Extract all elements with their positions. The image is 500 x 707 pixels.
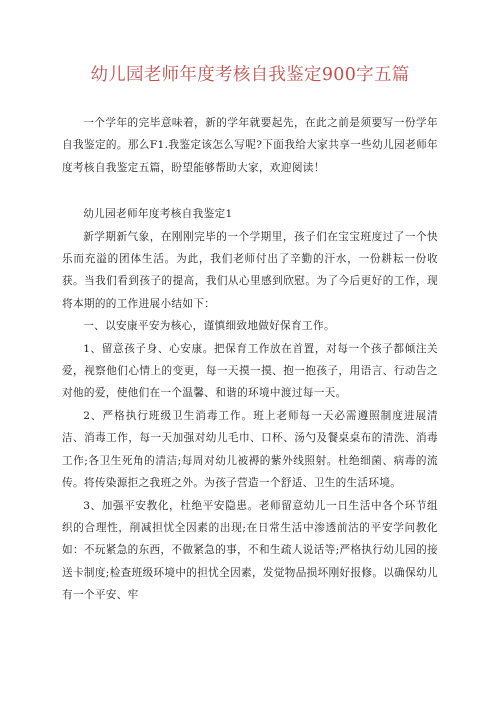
body-paragraph: 1、留意孩子身、心安康。把保育工作放在首置，对每一个孩子都倾注关爱，视察他们心情上的变更，每一天摸一摸、抱一抱孩子，用语言、行动告之对他的爱，使他们在一个温馨、和谐的环境中渡过每一天。 <box>62 342 438 400</box>
document-title: 幼儿园老师年度考核自我鉴定900字五篇 <box>90 65 410 85</box>
intro-paragraph: 一个学年的完毕意味着，新的学年就要起先，在此之前是须要写一份学年自我鉴定的。那么F1.我鉴定该怎么写呢?下面我给大家共享一些幼儿园老师年度考核自我鉴定五篇，盼望能够帮助大家，欢迎阅读！ <box>62 117 438 174</box>
body-paragraph: 新学期新气象，在刚刚完毕的一个学期里，孩子们在宝宝班度过了一个快乐而充溢的团体生活。为此，我们老师付出了辛勤的汗水，一份耕耘一份收获。当我们看到孩子的提高，我们从心里感到欣慰。为了今后更好的工作，现将本期的的工作进展小结如下： <box>62 230 438 310</box>
section-heading: 幼儿园老师年度考核自我鉴定1 <box>83 208 233 221</box>
body-paragraph: 一、以安康平安为核心，谨慎细致地做好保育工作。 <box>83 320 335 333</box>
body-paragraph: 2、严格执行班级卫生消毒工作。班上老师每一天必需遵照制度进展清洁、消毒工作，每一天加强对幼儿毛巾、口杯、汤勺及餐桌桌布的清洗、消毒工作;各卫生死角的清洁;每周对幼儿被褥的紫外线照射。杜绝细菌、病毒的流传。将传染源拒之我班之外。为孩子营造一个舒适、卫生的生活环境。 <box>62 409 438 490</box>
body-paragraph: 3、加强平安教化，杜绝平安隐患。老师留意幼儿一日生活中各个环节组织的合理性，削减担忧全因素的出现;在日常生活中渗透前沽的平安学问教化如：不玩紧急的东西，不做紧急的事，不和生疏人说话等;严格执行幼儿园的接送卡制度;检查班级环境中的担忧全因素，发觉物品损坏刚好报修。以确保幼儿有一个平安、牢 <box>62 499 439 602</box>
